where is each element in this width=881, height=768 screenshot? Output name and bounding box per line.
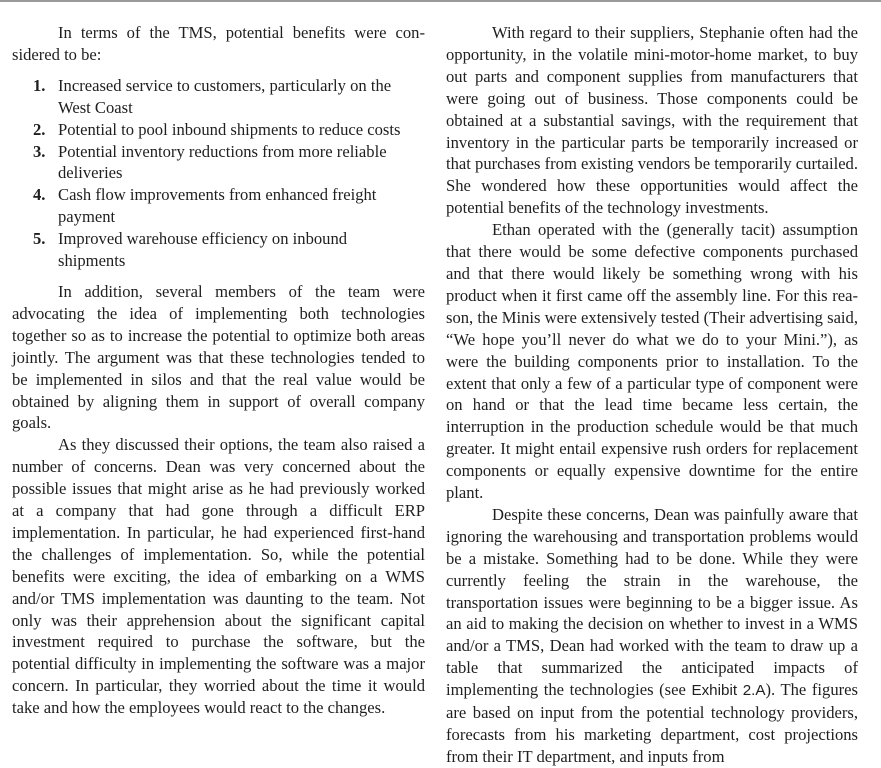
- list-item-text: Increased service to customers, particularly on the West Coast: [58, 75, 392, 117]
- paragraph-suppliers: With regard to their suppliers, Stephanie often had the opportunity, in the volatile mini-motor-home market, to buy out parts and component supplies from manufacturers that were going out of business. Those components could be obtained at a substantial savings, with the requirement that inventory in the particular parts be temporarily increased or that purchases from existing vendors be temporarily curtailed. She wondered how these opportunities would affect the potential benefits of the technology investments.: [446, 23, 858, 218]
- list-item: [12, 119, 425, 141]
- paragraph-ethan: Ethan operated with the (generally tacit) assumption that there would be some defective components purchased and that there would likely be something wrong with his product when it first came off the assembly line. For this reason, the Minis were extensively tested (Their advertising said, “We hope you’ll never do what we do to your Mini.”), as were the building components prior to installation. To the extent that only a few of a particular type of component were on hand or that the lead time became less certain, the interruption in the production schedule would be that much greater. It might entail expensive rush orders for replacement components or equally expensive downtime for the entire plant.: [446, 220, 858, 503]
- list-item-text: Improved warehouse efficiency on inbound shipments: [58, 229, 348, 271]
- list-item: [12, 75, 425, 119]
- list-item: [12, 141, 425, 185]
- paragraph-despite-end: ). The figures are based on input from the potential technology providers, forecasts from his marketing department, cost projections from their IT department, and inputs from: [446, 680, 858, 766]
- list-item-text: Cash flow improvements from enhanced freight payment: [58, 185, 377, 227]
- paragraph-despite: [446, 504, 858, 768]
- list-number: 1.: [33, 75, 46, 95]
- list-item-text: Potential to pool inbound shipments to reduce costs: [58, 119, 401, 139]
- left-column: [12, 22, 425, 719]
- list-item-text: Potential inventory reductions from more reliable deliveries: [58, 141, 387, 183]
- right-column: [446, 22, 858, 768]
- list-number: 2.: [33, 119, 46, 139]
- list-item: [12, 228, 425, 272]
- list-number: 4.: [33, 185, 46, 205]
- benefits-list: [12, 75, 425, 272]
- list-number: 5.: [33, 229, 46, 249]
- exhibit-reference: Exhibit 2.A: [691, 682, 766, 700]
- top-border-line: [0, 0, 881, 2]
- benefits-intro: In terms of the TMS, potential benefits were considered to be:: [12, 23, 425, 64]
- list-number: 3.: [33, 141, 46, 161]
- paragraph-concerns: As they discussed their options, the team also raised a number of concerns. Dean was very concerned about the possible issues that might arise as he had previously worked at a company that had gone through a difficult ERP implementation. In particular, he had experienced first-hand the challenges of implementation. So, while the potential benefits were exciting, the idea of embarking on a WMS and/or TMS implementation was daunting to the team. Not only was their apprehension about the significant capital investment required to purchase the software, but the potential difficulty in implementing the software was a major concern. In particular, they worried about the time it would take and how the employees would react to the changes.: [12, 435, 425, 718]
- paragraph-despite-start: Despite these concerns, Dean was painfully aware that ignoring the warehousing and transportation problems would be a mistake. Something had to be done. While they were currently feeling the strain in the warehouse, the transportation issues were beginning to be a bigger issue. As an aid to making the decision on whether to invest in a WMS and/or a TMS, Dean had worked with the team to draw up a table that summarized the anticipated impacts of implementing the technologies (see: [446, 504, 858, 700]
- list-item: [12, 184, 425, 228]
- paragraph-addition: In addition, several members of the team were advocating the idea of implementing both technologies together so as to increase the potential to optimize both areas jointly. The argument was that these technologies tended to be implemented in silos and that the real value would be obtained by aligning them in support of overall company goals.: [12, 281, 425, 433]
